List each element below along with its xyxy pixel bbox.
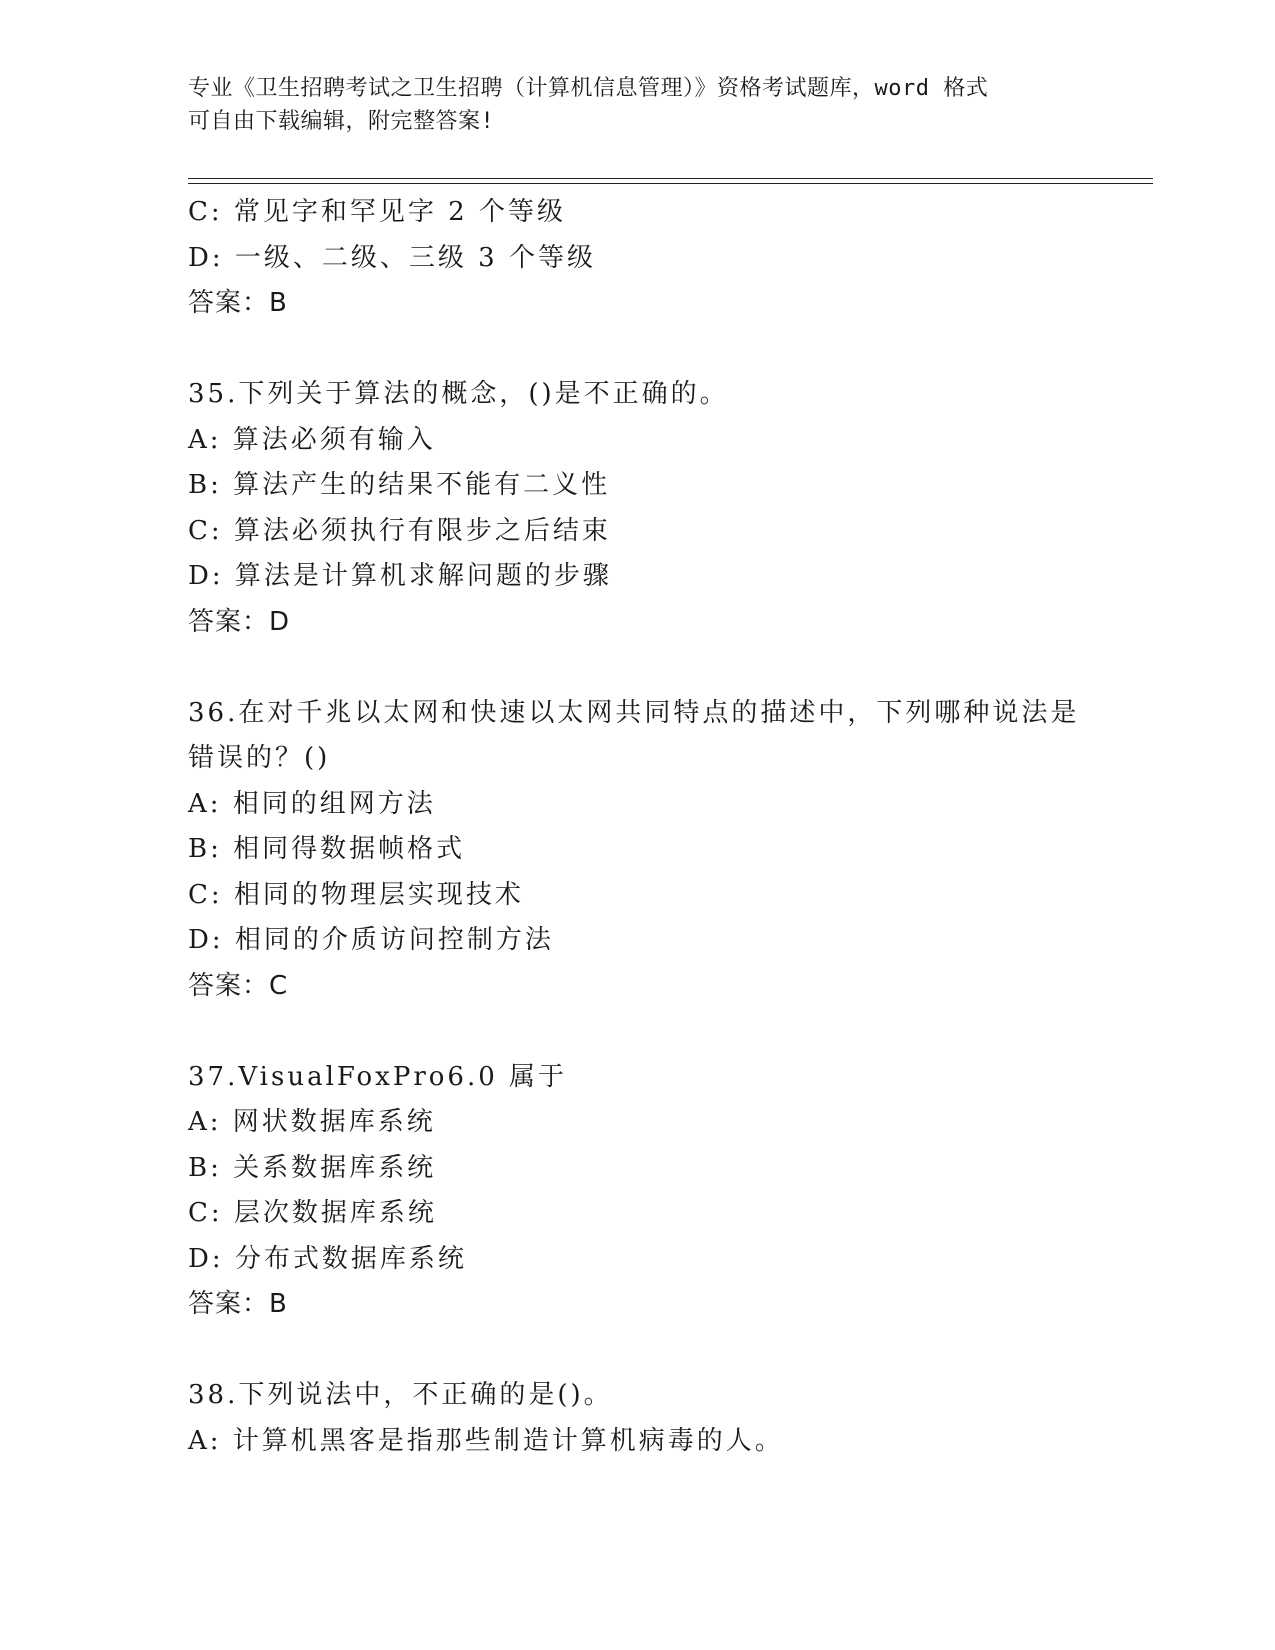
option-a: A: 网状数据库系统 [188, 1107, 436, 1137]
spacer [188, 1009, 1128, 1055]
spacer [188, 1328, 1128, 1374]
question-stem-38: 38.下列说法中，不正确的是()。 [188, 1380, 613, 1410]
header-line-1: 专业《卫生招聘考试之卫生招聘（计算机信息管理）》资格考试题库，word 格式 [188, 76, 989, 101]
option-c: C: 层次数据库系统 [188, 1198, 437, 1228]
question-stem-36-line-1: 36.在对千兆以太网和快速以太网共同特点的描述中，下列哪种说法是 [188, 697, 1080, 728]
question-stem-35: 35.下列关于算法的概念，()是不正确的。 [188, 379, 729, 409]
option-a: A: 算法必须有输入 [188, 424, 436, 455]
option-a: A: 计算机黑客是指那些制造计算机病毒的人。 [188, 1425, 784, 1456]
option-b: B: 关系数据库系统 [188, 1152, 437, 1183]
header-double-rule [188, 178, 1153, 184]
option-d: D: 相同的介质访问控制方法 [188, 925, 554, 955]
question-stem-36-line-2: 错误的？() [188, 743, 331, 773]
answer-text: 答案：D [188, 606, 291, 637]
option-b: B: 相同得数据帧格式 [188, 834, 466, 864]
option-a: A: 相同的组网方法 [188, 788, 436, 819]
page-header [188, 72, 1088, 138]
option-c: C: 相同的物理层实现技术 [188, 879, 524, 910]
option-d: D: 分布式数据库系统 [188, 1243, 467, 1274]
option-c: C: 算法必须执行有限步之后结束 [188, 515, 611, 546]
option-b: B: 算法产生的结果不能有二义性 [188, 470, 611, 500]
option-d: D: 一级、二级、三级 3 个等级 [188, 242, 596, 273]
spacer [188, 327, 1128, 373]
question-list [188, 190, 1128, 1464]
option-c: C: 常见字和罕见字 2 个等级 [188, 197, 566, 227]
question-stem-37: 37.VisualFoxPro6.0 属于 [188, 1061, 568, 1092]
header-line-2: 可自由下载编辑，附完整答案! [188, 109, 495, 134]
spacer [188, 645, 1128, 691]
answer-text: 答案：C [188, 970, 289, 1001]
option-d: D: 算法是计算机求解问题的步骤 [188, 561, 612, 591]
answer-text: 答案：B [188, 288, 288, 318]
answer-text: 答案：B [188, 1289, 288, 1319]
